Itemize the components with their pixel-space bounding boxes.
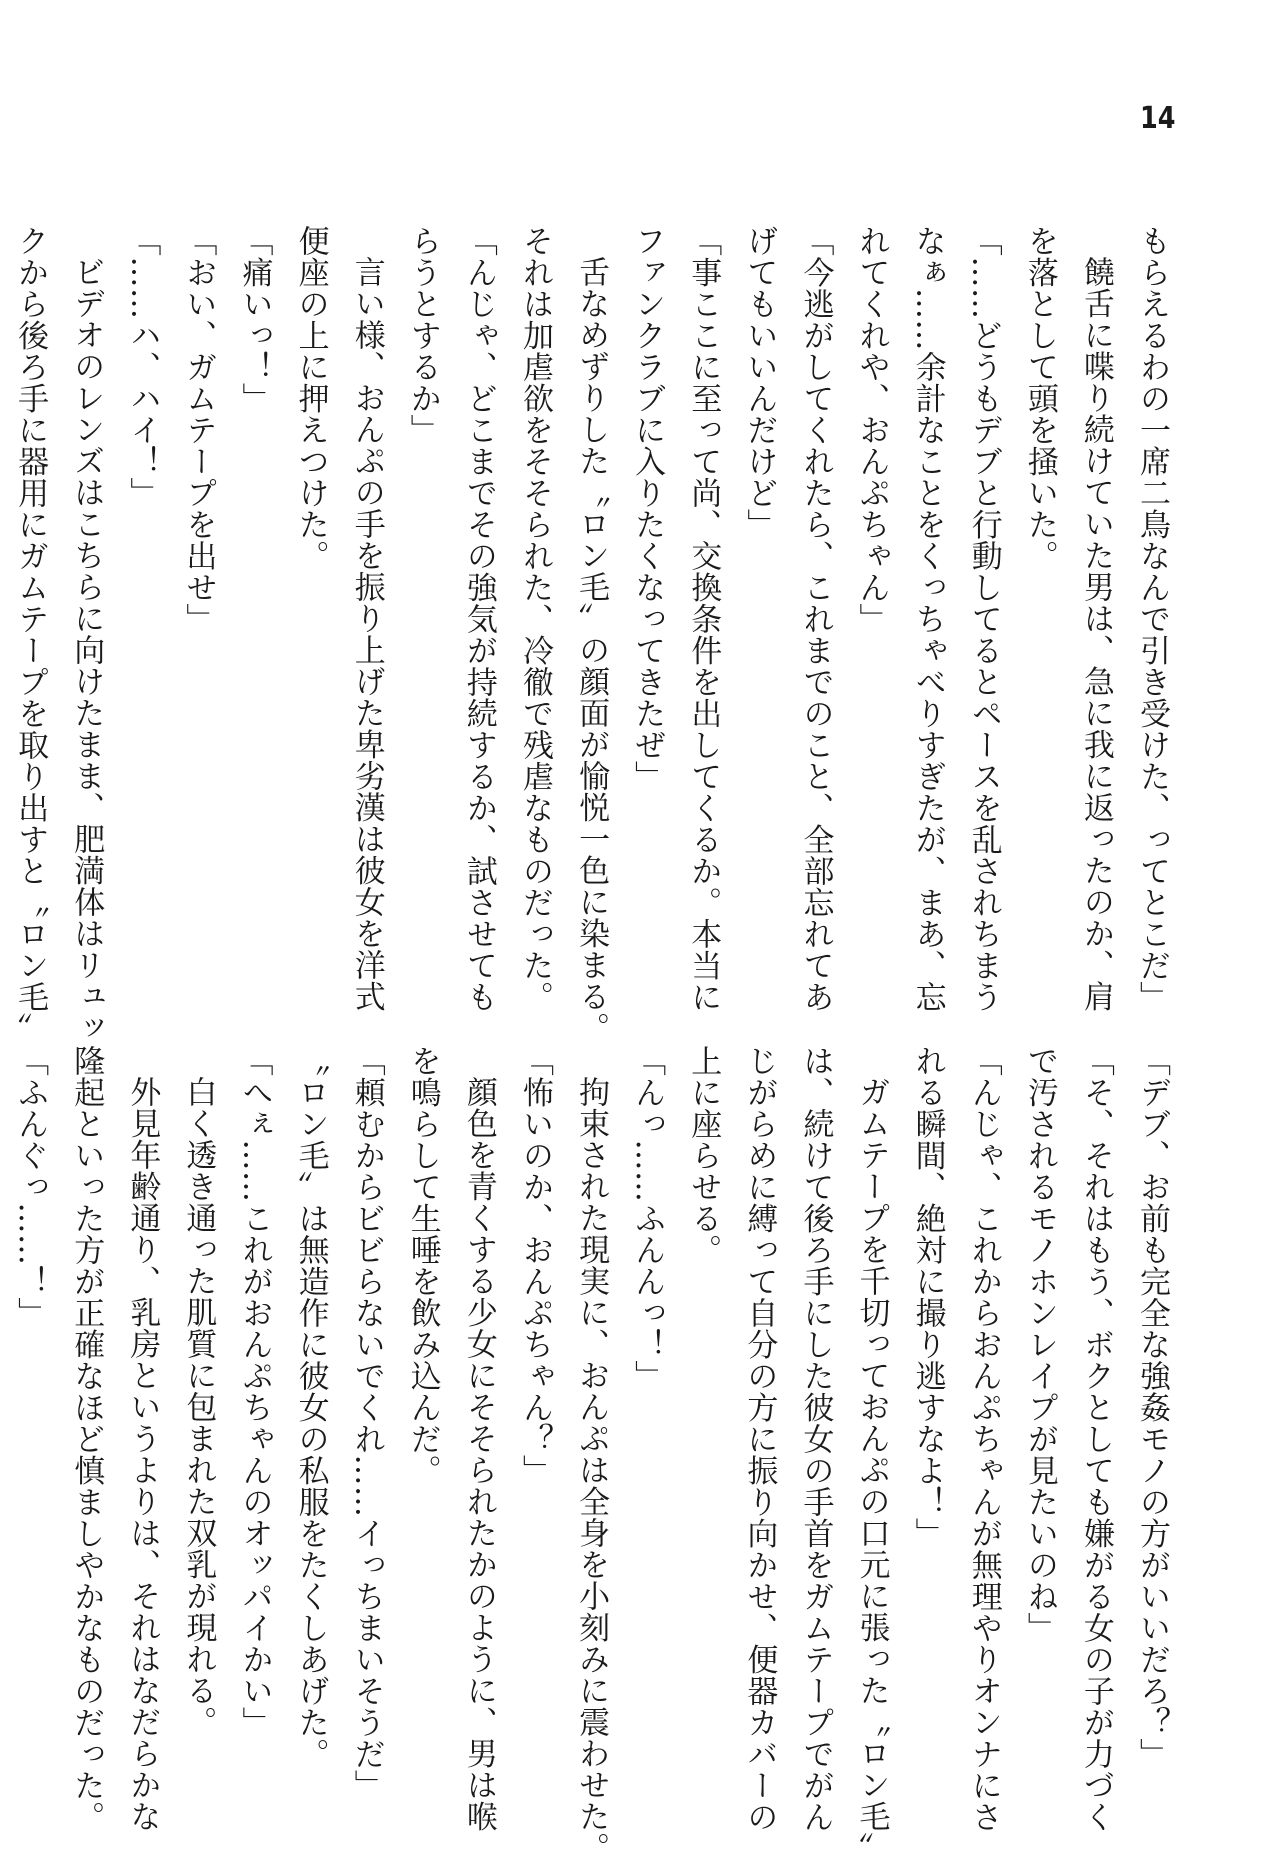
text-line: 「……どうもデブと行動してるとペースを乱されちまう — [965, 225, 1002, 1013]
text-line: 便座の上に押えつけた。 — [292, 225, 329, 572]
text-line: 拘束された現実に、おんぷは全身を小刻みに震わせた。 — [573, 1076, 610, 1864]
text-line: れる瞬間、絶対に撮り逃すなよ！」 — [909, 1045, 946, 1549]
text-line: じがらめに縛って自分の方に振り向かせ、便器カバーの — [741, 1045, 778, 1833]
text-line: 「事ここに至って尚、交換条件を出してくるか。本当に — [685, 225, 722, 1013]
text-line: なぁ……余計なことをくっちゃべりすぎたが、まあ、忘 — [909, 225, 946, 1013]
text-line: 外見年齢通り、乳房というよりは、それはなだらかな — [124, 1076, 161, 1832]
upper-text-block — [12, 225, 1180, 1044]
lower-text-block — [12, 1045, 1180, 1864]
text-line: 舌なめずりした〝ロン毛〟の顔面が愉悦一色に染まる。 — [573, 256, 610, 1044]
text-line: は、続けて後ろ手にした彼女の手首をガムテープでがん — [797, 1045, 834, 1833]
text-line: それは加虐欲をそそられた、冷徹で残虐なものだった。 — [516, 225, 553, 1013]
text-line: を落として頭を掻いた。 — [1021, 225, 1058, 572]
text-line: 「デブ、お前も完全な強姦モノの方がいいだろ？」 — [1134, 1045, 1170, 1770]
text-line: 「ふんぐっ……！」 — [12, 1045, 49, 1329]
text-line: 「頼むからビビらないでくれ……イっちまいそうだ」 — [348, 1045, 385, 1801]
text-line: 「今逃がしてくれたら、これまでのこと、全部忘れてあ — [797, 225, 834, 1013]
text-line: 「怖いのか、おんぷちゃん？」 — [516, 1045, 553, 1486]
text-line: ファンクラブに入りたくなってきたぜ」 — [629, 225, 666, 792]
text-line: 顔色を青くする少女にそそられたかのように、男は喉 — [460, 1076, 497, 1832]
text-line: 白く透き通った肌質に包まれた双乳が現れる。 — [180, 1076, 217, 1738]
text-line: 「そ、それはもう、ボクとしても嫌がる女の子が力づく — [1077, 1045, 1114, 1833]
text-line: 「痛いっ！」 — [236, 225, 273, 414]
text-line: 言い様、おんぷの手を振り上げた卑劣漢は彼女を洋式 — [348, 256, 385, 1012]
text-line: れてくれや、おんぷちゃん」 — [853, 225, 890, 635]
text-line: 「へぇ……これがおんぷちゃんのオッパイかい」 — [236, 1045, 273, 1738]
text-line: で汚されるモノホンレイプが見たいのね」 — [1021, 1045, 1058, 1644]
text-line: クから後ろ手に器用にガムテープを取り出すと〝ロン毛〟 — [12, 225, 49, 1044]
text-line: 「んじゃ、どこまでその強気が持続するか、試させても — [460, 225, 497, 1013]
text-line: 「……ハ、ハイ！」 — [124, 225, 161, 509]
text-line: を鳴らして生唾を飲み込んだ。 — [404, 1045, 441, 1486]
text-line: げてもいいんだけど」 — [741, 225, 778, 540]
page-number: 14 — [1140, 101, 1176, 136]
text-line: 「んっ……ふんんっ！」 — [629, 1045, 666, 1392]
text-line: もらえるわの一席二鳥なんで引き受けた、ってとこだ」 — [1134, 225, 1170, 1013]
text-line: 上に座らせる。 — [685, 1045, 722, 1266]
text-line — [0, 1045, 2, 1805]
text-line: 「おい、ガムテープを出せ」 — [180, 225, 217, 635]
text-line: 「んじゃ、これからおんぷちゃんが無理やりオンナにさ — [965, 1045, 1002, 1833]
text-line: 〝ロン毛〟は無造作に彼女の私服をたくしあげた。 — [292, 1045, 329, 1770]
text-line: ガムテープを千切っておんぷの口元に張った〝ロン毛〟 — [853, 1076, 890, 1864]
text-line: ビデオのレンズはこちらに向けたまま、肥満体はリュッ — [68, 256, 105, 1044]
text-line: らうとするか」 — [404, 225, 441, 446]
text-line: 饒舌に喋り続けていた男は、急に我に返ったのか、肩 — [1077, 256, 1114, 1012]
text-line: 隆起といった方が正確なほど慎ましやかなものだった。 — [68, 1045, 105, 1833]
